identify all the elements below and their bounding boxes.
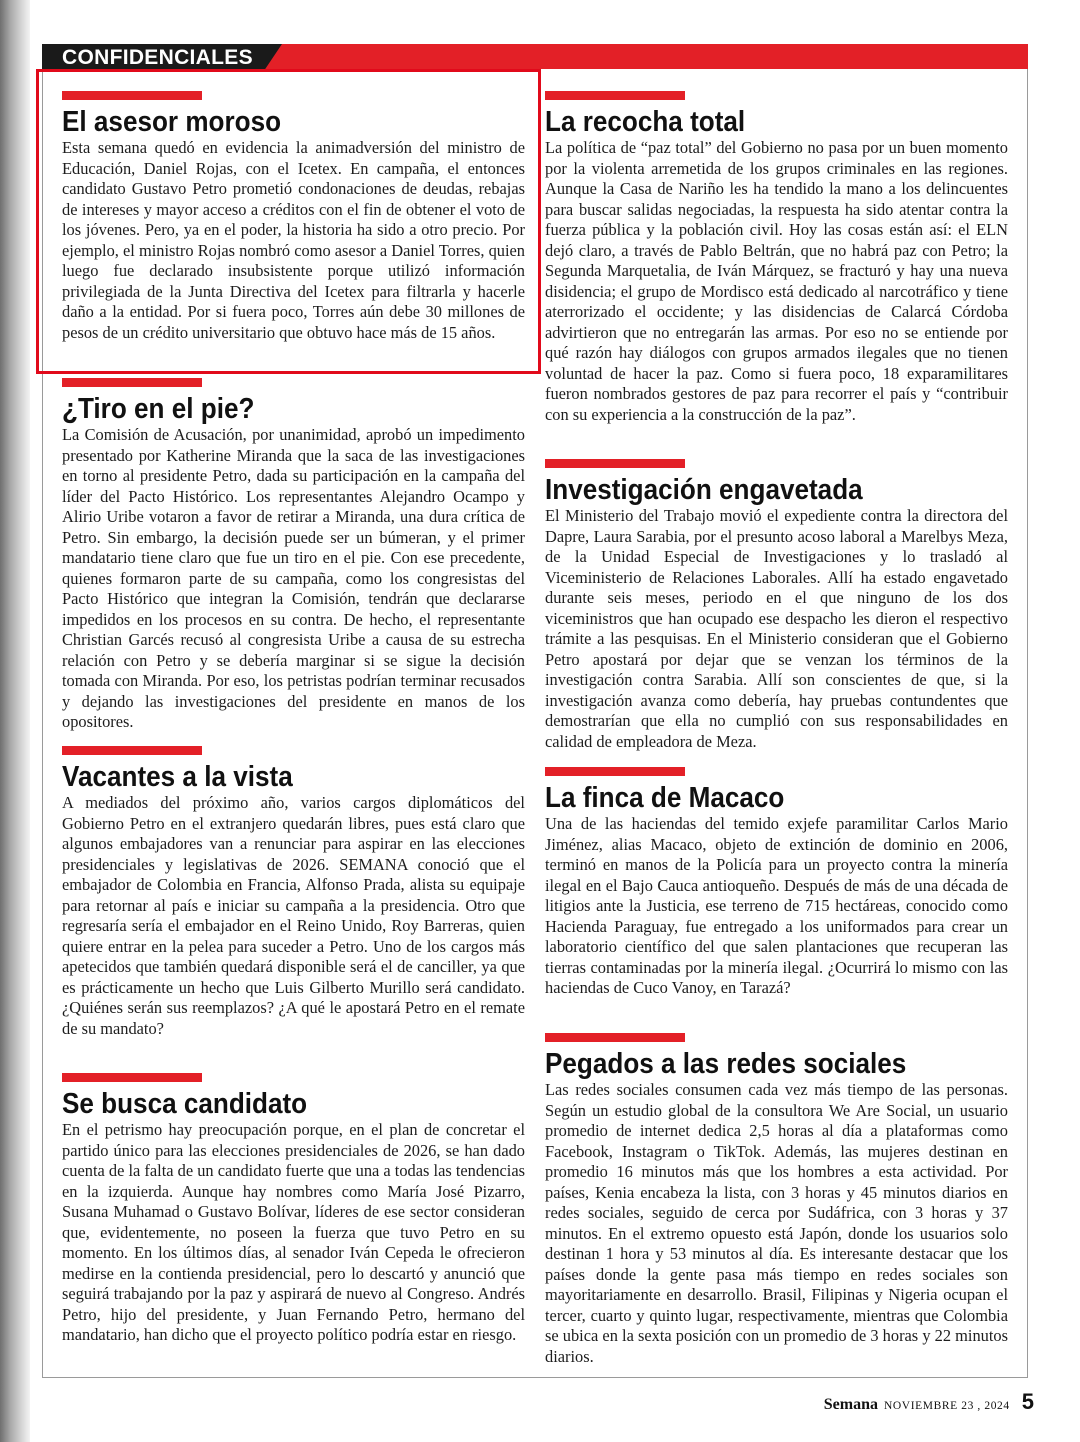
article-tiro-en-el-pie: [62, 378, 525, 733]
article-title: ¿Tiro en el pie?: [62, 393, 255, 425]
article-body: A mediados del próximo año, varios cargos diplomáticos del Gobierno Petro en el extranjero quedarán libres, pues está claro que algunos embajadores van a renunciar para aspirar en las elecciones presidenciales y legislativas de 2026. SEMANA conoció que el embajador de Colombia en Francia, Alfonso Prada, alista su equipaje para retornar al país e iniciar su campaña a la presidencia. Otro que regresaría sería el embajador en el Reino Unido, Roy Barreras, quien quiere entrar en la pelea para suceder a Petro. Uno de los cargos más apetecidos que también quedará disponible será el de canciller, ya que es prácticamente un hecho que Luis Gilberto Murillo será candidato. ¿Quiénes serán sus reemplazos? ¿A qué le apostará Petro en el remate de su mandato?: [62, 793, 525, 1038]
page-number: 5: [1021, 1389, 1034, 1414]
article-body: En el petrismo hay preocupación porque, en el plan de concretar el partido único para las elecciones presidenciales de 2026, se han dado cuenta de la falta de un candidato fuerte que una a todas las tendencias en la izquierda. Aunque hay nombres como María José Pizarro, Susana Muhamad o Gustavo Bolívar, líderes de ese sector consideran que, evidentemente, no poseen la fuerza que tuvo Petro en su momento. En los últimos días, al senador Iván Cepeda le ofrecieron medirse en la contienda presidencial, pero lo descartó y anunció que seguirá trabajando por la paz y aspirará de nuevo al Congreso. Andrés Petro, hijo del presidente, y Juan Fernando Petro, hermano del mandatario, han dicho que el proyecto político podría estar en riesgo.: [62, 1120, 525, 1344]
article-body: Esta semana quedó en evidencia la animadversión del ministro de Educación, Daniel Rojas, con el Icetex. En campaña, el entonces candidato Gustavo Petro prometió condonaciones de deudas, rebajas de intereses y mayor acceso a créditos con el fin de obtener el voto de los jóvenes. Pero, ya en el poder, la historia ha sido a otro precio. Por ejemplo, el ministro Rojas nombró como asesor a Daniel Torres, quien luego fue declarado insubsistente porque utilizó información privilegiada de la Junta Directiva del Icetex para filtrarla y hacerle daño a la entidad. Por si fuera poco, Torres aún debe 30 millones de pesos de un crédito universitario que obtuvo hace más de 15 años.: [62, 138, 525, 342]
headline-accent-bar: [545, 91, 685, 100]
article-title: El asesor moroso: [62, 106, 282, 138]
headline-accent-bar: [62, 378, 202, 387]
section-title: CONFIDENCIALES: [62, 46, 253, 69]
article-title: Investigación engavetada: [545, 474, 863, 506]
page-footer: [824, 1389, 1034, 1417]
footer-brand: Semana: [823, 1396, 878, 1413]
article-title: Vacantes a la vista: [62, 761, 293, 793]
article-title: Se busca candidato: [62, 1088, 308, 1120]
headline-accent-bar: [545, 459, 685, 468]
article-la-finca-de-macaco: [545, 767, 1008, 999]
article-body: Las redes sociales consumen cada vez más tiempo de las personas. Según un estudio global de la consultora We Are Social, un usuario promedio de internet dedica 2,5 horas al día a plataformas como Facebook, Instagram o TikTok. Además, las mujeres destinan en promedio 16 minutos más que los hombres a esta actividad. Por países, Kenia encabeza la lista, con 3 horas y 45 minutos diarios en redes sociales, seguido de cerca por Sudáfrica, con 3 horas y 37 minutos. En el extremo opuesto está Japón, donde los usuarios solo destinan 1 hora y 53 minutos al día. Es interesante destacar que los países donde la gente pasa más tiempo en redes sociales son mayoritariamente en desarrollo. Brasil, Filipinas y Nigeria ocupan el tercer, cuarto y quinto lugar, respectivamente, mientras que Colombia se ubica en la sexta posición con un promedio de 3 horas y 22 minutos diarios.: [545, 1080, 1008, 1366]
article-pegados-a-las-redes-sociales: [545, 1033, 1008, 1367]
headline-accent-bar: [545, 1033, 685, 1042]
article-vacantes-a-la-vista: [62, 746, 525, 1039]
article-body: El Ministerio del Trabajo movió el expediente contra la directora del Dapre, Laura Sarabia, por el presunto acoso laboral a Marelbys Meza, de la Unidad Especial de Investigaciones y lo trasladó al Viceministerio de Relaciones Laborales. Allí ha estado engavetado durante seis meses, periodo en el que ninguno de los dos viceministros que han ocupado ese despacho les dieron el respectivo trámite a las pesquisas. En el Ministerio consideran que el Gobierno Petro apostará por dejar que se venzan los términos de la investigación contra Sarabia. Allí son conscientes de que, si la investigación avanza como debería, hay pruebas contundentes que demostrarían que ella no cumplió con sus responsabilidades en calidad de empleadora de Meza.: [545, 506, 1008, 751]
article-title: La recocha total: [545, 106, 746, 138]
headline-accent-bar: [545, 767, 685, 776]
headline-accent-bar: [62, 746, 202, 755]
article-title: Pegados a las redes sociales: [545, 1048, 907, 1080]
headline-accent-bar: [62, 1073, 202, 1082]
highlight-annotation-box: [36, 69, 541, 374]
article-investigacion-engavetada: [545, 459, 1008, 752]
article-title: La finca de Macaco: [545, 782, 785, 814]
article-body: Una de las haciendas del temido exjefe paramilitar Carlos Mario Jiménez, alias Macaco, objeto de extinción de dominio en 2006, terminó en manos de la Policía para un proyecto contra la minería ilegal en el Bajo Cauca antioqueño. Después de más de una década de litigios ante la Justicia, ese terreno de 715 hectáreas, conocido como Hacienda Paraguay, fue entregado a los uniformados para crear un laboratorio científico del que salen plantaciones que recuperan las tierras contaminadas por la minería ilegal. ¿Ocurrirá lo mismo con las haciendas de Cuco Vanoy, en Tarazá?: [545, 814, 1008, 997]
article-se-busca-candidato: [62, 1073, 525, 1346]
article-body: La política de “paz total” del Gobierno no pasa por un buen momento por la violenta arremetida de los grupos criminales en las regiones. Aunque la Casa de Nariño les ha tendido la mano a los delincuentes para buscar salidas negociadas, la respuesta ha sido atentar contra la fuerza pública y la población civil. Hoy las cosas están así: el ELN dejó claro, a través de Pablo Beltrán, que no habrá paz con Petro; la Segunda Marquetalia, de Iván Márquez, se fracturó y hay una nueva disidencia; el grupo de Mordisco está dedicado al narcotráfico y tiene aterrorizado el occidente; y las disidencias de Calarcá Córdoba advirtieron que no entregarán las armas. Por eso no se entiende por qué razón hay diálogos con grupos armados ilegales que no tienen voluntad de hacer la paz. Como si fuera poco, 18 exparamilitares fueron nombrados gestores de paz para recorrer el país y “contribuir con su experiencia a la construcción de la paz”.: [545, 138, 1008, 424]
article-la-recocha-total: [545, 91, 1008, 425]
footer-date: NOVIEMBRE 23 , 2024: [883, 1400, 1010, 1412]
article-body: La Comisión de Acusación, por unanimidad, aprobó un impedimento presentado por Katherine Miranda que la saca de las investigaciones en torno al presidente Petro, dada su participación en la campaña del líder del Pacto Histórico. Los representantes Alejandro Ocampo y Alirio Uribe votaron a favor de retirar a Miranda, una dura crítica de Petro. Sin embargo, la decisión puede ser un búmeran, y el primer mandatario tiene claro que fue un tiro en el pie. Con ese precedente, quienes formaron parte de su campaña, como los congresistas del Pacto Histórico que integran la Comisión, tendrán que declararse impedidos en los procesos en su contra. De hecho, el representante Christian Garcés recusó al congresista Uribe a causa de su estrecha relación con Petro y se debería marginar si se sigue la decisión tomada con Miranda. Por eso, los petristas podrían terminar recusados y dejando las investigaciones del presidente en manos de los opositores.: [62, 425, 525, 731]
page-spine-shadow: [0, 0, 30, 1442]
